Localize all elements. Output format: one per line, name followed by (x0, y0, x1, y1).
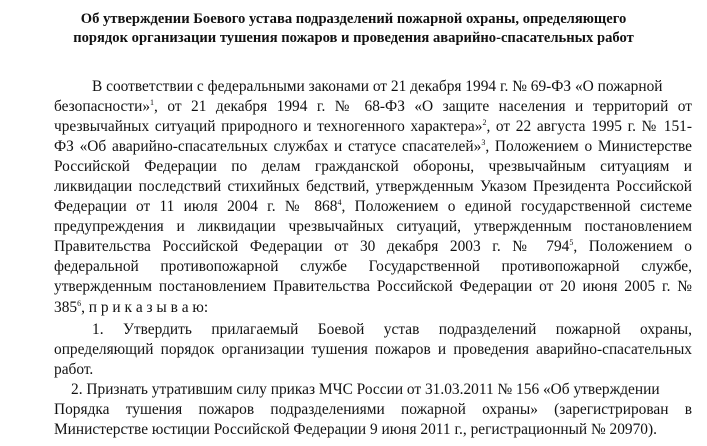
preamble-text: Российской Федерации по делам гражданской обороны, чрезвычайным ситуациям и (54, 158, 692, 176)
item-2-line-3 (54, 420, 692, 439)
preamble-text: безопасности» (54, 98, 151, 116)
item-text: 2. Признать утратившим силу приказ МЧС России от 31.03.2011 № 156 «Об утверждении (71, 380, 660, 398)
preamble-text: , от 22 августа 1995 г. № 151- (486, 118, 692, 136)
preamble-text: федеральной противопожарной службе Государственной противопожарной службе, (54, 258, 692, 276)
preamble-text: предупреждения и ликвидации чрезвычайных ситуаций, утвержденным постановлением (54, 218, 692, 236)
preamble-text: Правительства Российской Федерации от 30 декабря 2003 г. № 794 (54, 238, 570, 256)
preamble-line-11 (54, 277, 692, 296)
preamble-text: , Положением о (573, 238, 692, 256)
document-title-line-2: порядок организации тушения пожаров и проведения аварийно-спасательных работ (73, 30, 634, 46)
preamble-text: , Положением о единой государственной системе (341, 198, 693, 216)
preamble-text: , Положением о Министерстве (485, 138, 692, 156)
preamble-line-2 (54, 97, 692, 116)
order-clause: , п р и к а з ы в а ю: (81, 298, 209, 316)
item-1-line-3 (54, 360, 692, 379)
footnote-marker: 5 (569, 238, 574, 248)
preamble-text: ФЗ «Об аварийно-спасательных службах и статусе спасателей» (54, 138, 482, 156)
preamble-text: , от 21 декабря 1994 г. № 68-ФЗ «О защите населения и территорий от (154, 98, 692, 116)
preamble-line-1 (92, 77, 692, 96)
footnote-marker: 2 (482, 118, 487, 128)
preamble-line-5 (54, 157, 692, 176)
item-1-line-2 (54, 340, 692, 359)
item-text: 1. Утвердить прилагаемый Боевой устав подразделений пожарной охраны, (92, 320, 692, 338)
item-text: определяющий порядок организации тушения пожаров и проведения аварийно-спасательных (54, 340, 692, 358)
preamble-text: 385 (54, 298, 78, 316)
item-2-line-1 (71, 380, 692, 399)
preamble-line-12 (54, 298, 692, 317)
preamble-line-7 (54, 197, 692, 216)
preamble-text: утвержденным постановлением Правительства Российской Федерации от 20 июня 2005 г. № (54, 278, 692, 296)
preamble-line-8 (54, 217, 692, 236)
preamble-line-9 (54, 237, 692, 256)
footnote-marker: 1 (150, 98, 155, 108)
item-text: Министерстве юстиции Российской Федерации 9 июня 2011 г., регистрационный № 20970). (54, 420, 657, 438)
preamble-line-10 (54, 257, 692, 276)
preamble-text: чрезвычайных ситуаций природного и техногенного характера» (54, 118, 483, 136)
preamble-line-4 (54, 137, 692, 156)
preamble-text: ликвидации последствий стихийных бедствий, утвержденным Указом Президента Российской (54, 178, 692, 196)
preamble-text: В соответствии с федеральными законами от 21 декабря 1994 г. № 69-ФЗ «О пожарной (92, 78, 663, 95)
footnote-marker: 3 (481, 138, 486, 148)
preamble-line-3 (54, 117, 692, 136)
item-2-line-2 (54, 400, 692, 419)
item-1-line-1 (92, 320, 692, 339)
item-text: Порядка тушения пожаров подразделениями пожарной охраны» (зарегистрирован в (54, 400, 692, 418)
footnote-marker: 6 (77, 298, 82, 308)
preamble-line-6 (54, 177, 692, 196)
document-title-line-1: Об утверждении Боевого устава подразделений пожарной охраны, определяющего (80, 11, 627, 27)
footnote-marker: 4 (337, 198, 342, 208)
preamble-text: Федерации от 11 июля 2004 г. № 868 (54, 198, 338, 216)
item-text: работ. (54, 360, 94, 378)
